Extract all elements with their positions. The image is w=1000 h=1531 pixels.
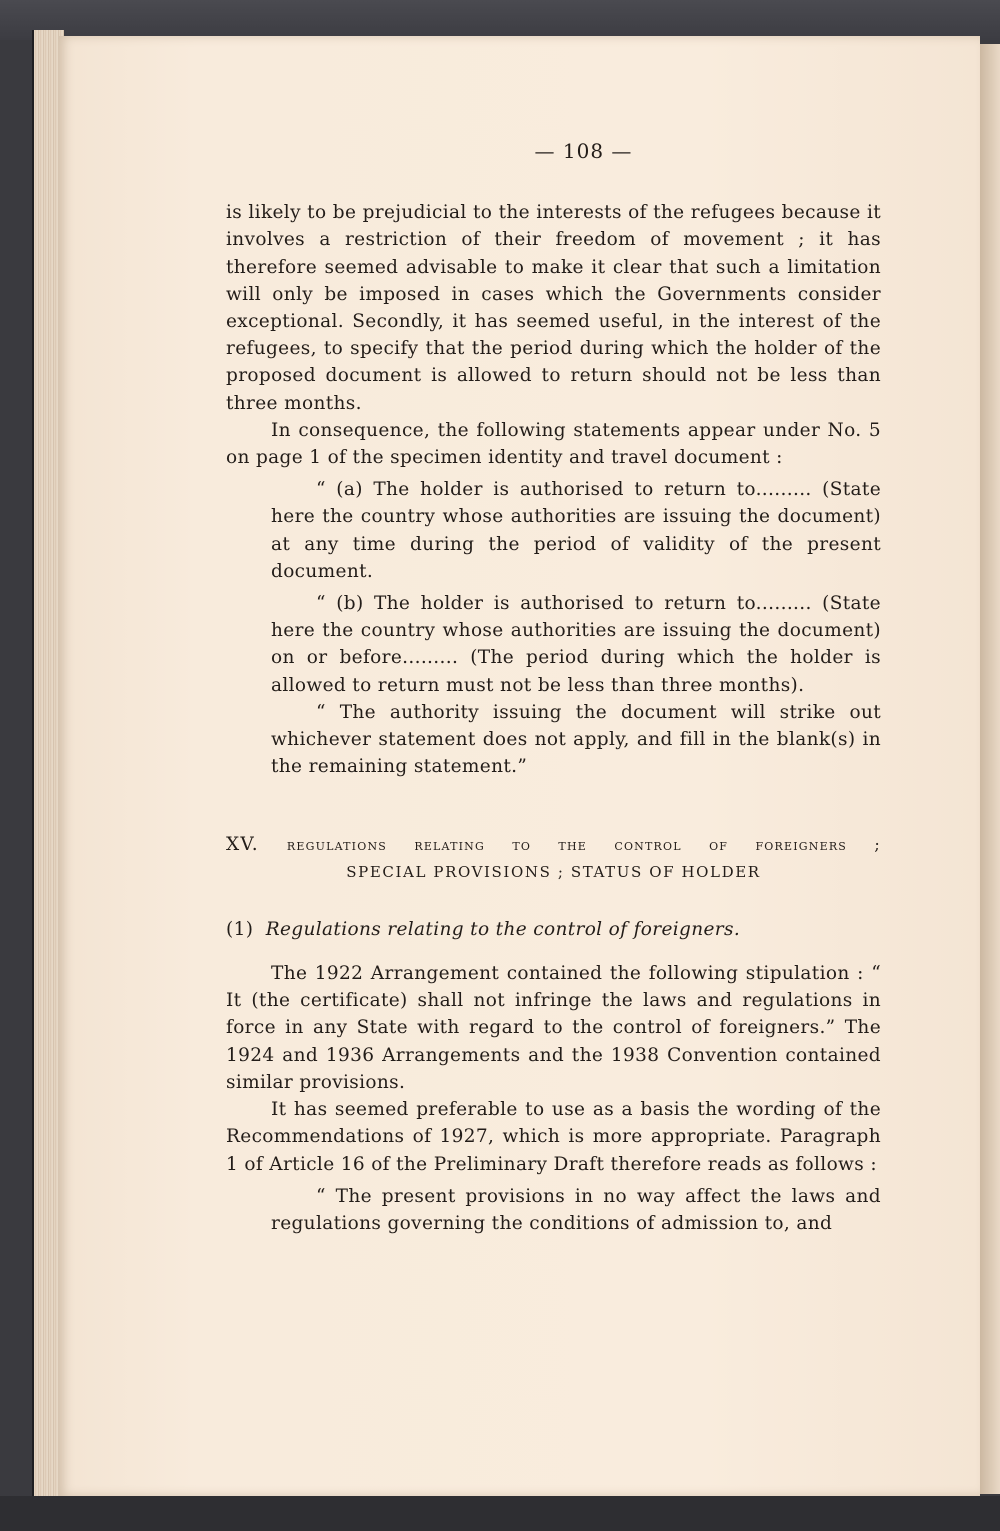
quote-a-label: “ (a) [316, 479, 363, 501]
section-title-line-2: SPECIAL PROVISIONS ; STATUS OF HOLDER [346, 862, 761, 881]
subsection-title: Regulations relating to the control of foreigners. [265, 918, 741, 940]
quote-statement-authority: “ The authority issuing the document will strike out whichever statement does not apply, and fill in the blank(s) in the remaining statement.” [271, 701, 881, 778]
scan-background [0, 0, 1000, 40]
quote-b-text: The holder is authorised to return to......... (State here the country whose authorities are issuing the document) on or before......... (The period during which the holder is allowed to return must not be less than three months). [271, 593, 881, 696]
page-number: — 108 — [534, 139, 633, 163]
scan-background-bottom [0, 1496, 1000, 1531]
section-heading-line-1 [226, 831, 881, 858]
facing-page-edge [978, 44, 1000, 1494]
quote-statement-b [271, 590, 881, 699]
paragraph-1922-arrangement: The 1922 Arrangement contained the following stipulation : “ It (the certificate) shall not infringe the laws and regulations in force in any State with regard to the control of foreigners.” The 1924 and 1936 Arrangements and the 1938 Convention contained similar provisions. [226, 963, 881, 1093]
quote-statement-a [271, 476, 881, 585]
subsection-heading [226, 916, 881, 943]
quote-article-16: “ The present provisions in no way affect the laws and regulations governing the conditions of admission to, and [271, 1185, 881, 1234]
paragraph-recommendations-1927: It has seemed preferable to use as a basis the wording of the Recommendations of 1927, which is more appropriate. Paragraph 1 of Article 16 of the Preliminary Draft therefore reads as follows : [226, 1099, 881, 1175]
quote-b-label: “ (b) [316, 593, 364, 615]
page-content [226, 138, 881, 1237]
section-numeral: XV. [226, 834, 259, 856]
subsection-number: (1) [226, 918, 254, 940]
paragraph-consequence: In consequence, the following statements appear under No. 5 on page 1 of the specimen identity and travel document : [226, 419, 881, 469]
paragraph-continuation: is likely to be prejudicial to the interests of the refugees because it involves a restriction of their freedom of movement ; it has therefore seemed advisable to make it clear that such a limitation will only be imposed in cases which the Governments consider exceptional. Secondly, it has seemed useful, in the interest of the refugees, to specify that the period during which the holder of the proposed document is allowed to return should not be less than three months. [226, 202, 881, 414]
quote-a-text: The holder is authorised to return to......... (State here the country whose authorities are issuing the document) at any time during the period of validity of the present document. [271, 479, 881, 582]
section-title-line-1: regulations relating to the control of foreigners ; [286, 835, 881, 855]
section-heading [226, 831, 881, 885]
